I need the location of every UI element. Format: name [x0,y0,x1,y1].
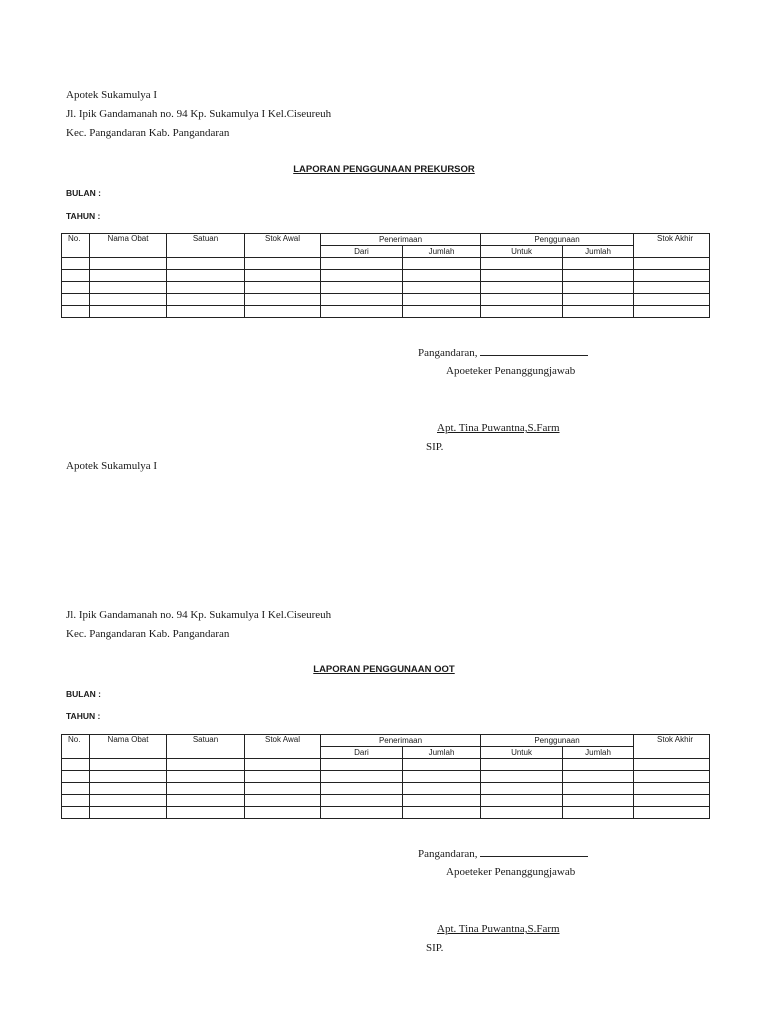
date-blank-line [480,847,588,857]
address-line-1: Jl. Ipik Gandamanah no. 94 Kp. Sukamulya I Kel.Ciseureuh [66,609,332,621]
table-cell [62,771,90,783]
table-cell [563,282,634,294]
table-cell [321,294,403,306]
table-cell [563,771,634,783]
table-cell [481,294,563,306]
table-cell [481,795,563,807]
address-line-2: Kec. Pangandaran Kab. Pangandaran [66,628,230,640]
place-date-line [418,847,588,860]
table-cell [634,270,710,282]
table-cell [481,270,563,282]
header-stok-akhir: Stok Akhir [634,234,710,258]
table-cell [481,306,563,318]
table-cell [245,783,321,795]
table-cell [481,783,563,795]
table-cell [62,759,90,771]
report-title: LAPORAN PENGGUNAAN PREKURSOR [293,164,475,175]
table-cell [62,282,90,294]
report-table [61,233,710,318]
signer-name: Apt. Tina Puwantna,S.Farm [437,422,560,434]
table-cell [403,294,481,306]
table-cell [563,258,634,270]
header-nama-obat: Nama Obat [90,735,167,759]
table-cell [481,258,563,270]
table-cell [403,807,481,819]
table-cell [403,759,481,771]
table-cell [634,807,710,819]
table-row [62,306,710,318]
table-cell [62,783,90,795]
header-penggunaan: Penggunaan [481,735,634,747]
table-row [62,807,710,819]
header-nama-obat: Nama Obat [90,234,167,258]
table-cell [403,795,481,807]
table-cell [62,294,90,306]
table-body [62,258,710,318]
header-satuan: Satuan [167,735,245,759]
table-row [62,294,710,306]
signer-role: Apoeteker Penanggungjawab [446,866,576,878]
table-cell [321,306,403,318]
table-cell [167,783,245,795]
table-cell [403,282,481,294]
header-stok-awal: Stok Awal [245,234,321,258]
table-cell [403,306,481,318]
tahun-label: TAHUN : [66,211,101,221]
table-cell [321,807,403,819]
table-cell [167,270,245,282]
table-cell [481,282,563,294]
header-stok-awal: Stok Awal [245,735,321,759]
table-cell [563,795,634,807]
table-cell [90,771,167,783]
header-penerimaan: Penerimaan [321,735,481,747]
table-cell [167,258,245,270]
header-no: No. [62,735,90,759]
table-cell [321,270,403,282]
table-cell [90,783,167,795]
table-cell [403,270,481,282]
table-cell [563,294,634,306]
table-cell [245,258,321,270]
table-cell [321,282,403,294]
table-cell [167,306,245,318]
table-cell [245,306,321,318]
table-cell [321,258,403,270]
table-cell [563,759,634,771]
header-jumlah: Jumlah [403,747,481,759]
sip-label: SIP. [426,441,444,453]
table-row [62,795,710,807]
pharmacy-name: Apotek Sukamulya I [66,89,158,101]
table-cell [634,294,710,306]
header-penggunaan: Penggunaan [481,234,634,246]
table-cell [634,258,710,270]
place-label: Pangandaran, [418,347,478,359]
header-no: No. [62,234,90,258]
table-cell [481,759,563,771]
table-cell [245,795,321,807]
table-cell [167,807,245,819]
header-dari: Dari [321,246,403,258]
table-body [62,759,710,819]
bulan-label: BULAN : [66,689,101,699]
table-cell [62,270,90,282]
table-cell [634,282,710,294]
header-jumlah: Jumlah [563,747,634,759]
bulan-label: BULAN : [66,188,101,198]
table-cell [90,807,167,819]
table-row [62,783,710,795]
place-date-line [418,346,588,359]
address-line-1: Jl. Ipik Gandamanah no. 94 Kp. Sukamulya I Kel.Ciseureuh [66,108,332,120]
table-cell [245,807,321,819]
table-cell [634,771,710,783]
table-cell [321,771,403,783]
table-cell [90,759,167,771]
table-cell [90,306,167,318]
table-cell [167,759,245,771]
tahun-label: TAHUN : [66,711,101,721]
header-dari: Dari [321,747,403,759]
address-line-2: Kec. Pangandaran Kab. Pangandaran [66,127,230,139]
date-blank-line [480,346,588,356]
table-cell [481,771,563,783]
table-cell [90,270,167,282]
table-cell [321,783,403,795]
table-cell [481,807,563,819]
header-stok-akhir: Stok Akhir [634,735,710,759]
table-cell [90,258,167,270]
table-row [62,759,710,771]
table-cell [62,807,90,819]
table-cell [634,306,710,318]
table-row [62,258,710,270]
table-row [62,270,710,282]
table-cell [167,771,245,783]
table-cell [62,795,90,807]
report-table [61,734,710,819]
table-cell [563,807,634,819]
table-cell [245,771,321,783]
table-cell [62,258,90,270]
header-untuk: Untuk [481,747,563,759]
table-cell [62,306,90,318]
table-cell [321,795,403,807]
place-label: Pangandaran, [418,848,478,860]
table-cell [563,270,634,282]
signer-role: Apoeteker Penanggungjawab [446,365,576,377]
table-cell [245,759,321,771]
header-penerimaan: Penerimaan [321,234,481,246]
table-cell [167,282,245,294]
table-cell [321,759,403,771]
table-cell [90,282,167,294]
table-cell [403,258,481,270]
table-cell [245,282,321,294]
pharmacy-name: Apotek Sukamulya I [66,460,158,472]
sip-label: SIP. [426,942,444,954]
table-cell [90,795,167,807]
table-cell [245,294,321,306]
table-cell [634,783,710,795]
header-satuan: Satuan [167,234,245,258]
table-cell [245,270,321,282]
header-untuk: Untuk [481,246,563,258]
report-title: LAPORAN PENGGUNAAN OOT [313,664,455,675]
table-row [62,282,710,294]
table-cell [167,795,245,807]
signer-name: Apt. Tina Puwantna,S.Farm [437,923,560,935]
table-cell [90,294,167,306]
table-cell [563,783,634,795]
table-cell [634,795,710,807]
table-cell [403,783,481,795]
table-cell [167,294,245,306]
table-cell [634,759,710,771]
table-cell [563,306,634,318]
header-jumlah: Jumlah [403,246,481,258]
table-cell [403,771,481,783]
table-row [62,771,710,783]
header-jumlah: Jumlah [563,246,634,258]
